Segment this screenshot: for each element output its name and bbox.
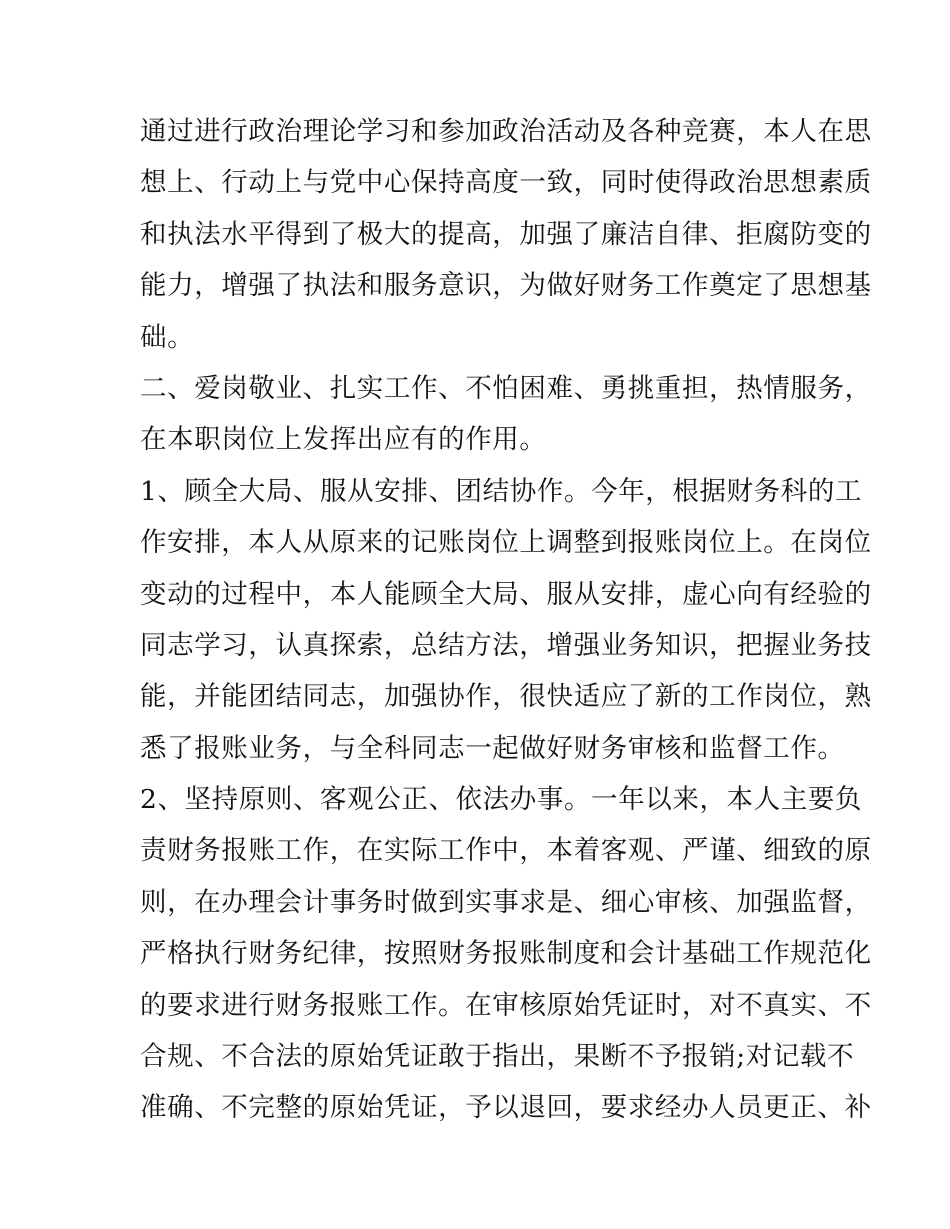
text-line: 2、坚持原则、客观公正、依法办事。一年以来，本人主要负 — [140, 784, 863, 816]
text-line: 作安排，本人从原来的记账岗位上调整到报账岗位上。在岗位 — [140, 527, 872, 559]
text-line: 准确、不完整的原始凭证，予以退回，要求经办人员更正、补 — [140, 1092, 872, 1124]
text-line: 悉了报账业务，与全科同志一起做好财务审核和监督工作。 — [140, 732, 845, 764]
text-line: 严格执行财务纪律，按照财务报账制度和会计基础工作规范化 — [140, 938, 872, 970]
text-line: 能力，增强了执法和服务意识，为做好财务工作奠定了思想基 — [140, 270, 872, 302]
text-line: 责财务报账工作，在实际工作中，本着客观、严谨、细致的原 — [140, 835, 872, 867]
text-line: 在本职岗位上发挥出应有的作用。 — [140, 424, 547, 456]
document-body — [140, 106, 872, 1134]
text-line: 变动的过程中，本人能顾全大局、服从安排，虚心向有经验的 — [140, 578, 872, 610]
text-line: 的要求进行财务报账工作。在审核原始凭证时，对不真实、不 — [140, 989, 872, 1021]
text-line: 础。 — [140, 321, 195, 353]
text-line: 想上、行动上与党中心保持高度一致，同时使得政治思想素质 — [140, 167, 872, 199]
text-line: 则，在办理会计事务时做到实事求是、细心审核、加强监督， — [140, 886, 872, 918]
text-line: 合规、不合法的原始凭证敢于指出，果断不予报销;对记载不 — [140, 1041, 855, 1073]
text-line: 1、顾全大局、服从安排、团结协作。今年，根据财务科的工 — [140, 475, 863, 507]
text-line: 和执法水平得到了极大的提高，加强了廉洁自律、拒腐防变的 — [140, 218, 872, 250]
text-line: 二、爱岗敬业、扎实工作、不怕困难、勇挑重担，热情服务， — [140, 372, 872, 404]
text-line: 通过进行政治理论学习和参加政治活动及各种竞赛，本人在思 — [140, 116, 872, 147]
text-line: 同志学习，认真探索，总结方法，增强业务知识，把握业务技 — [140, 629, 872, 661]
text-line: 能，并能团结同志，加强协作，很快适应了新的工作岗位，熟 — [140, 681, 872, 713]
